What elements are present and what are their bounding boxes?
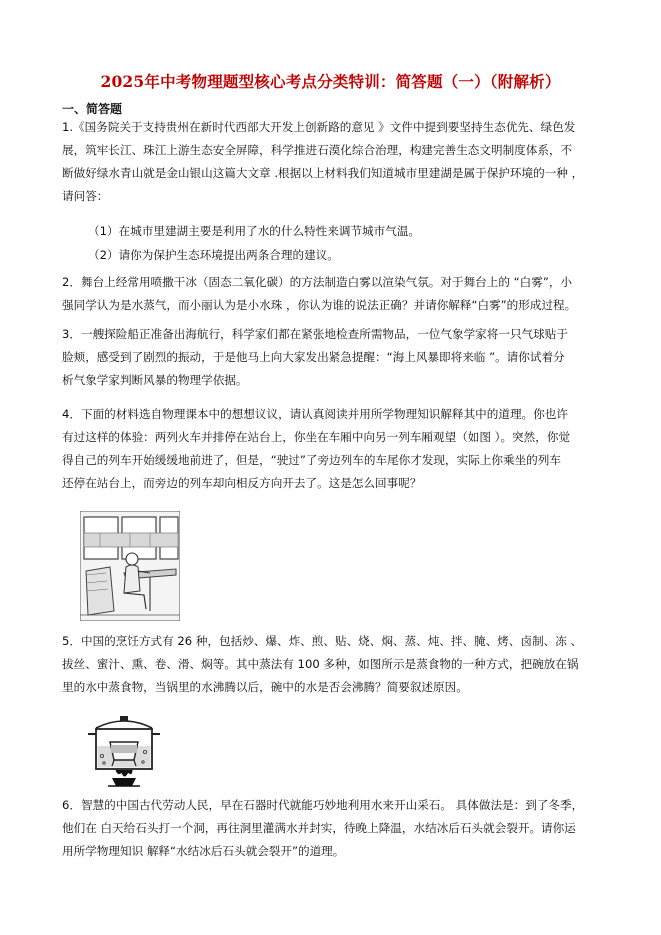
question-1-line: 断做好绿水青山就是金山银山这篇大文章 .根据以上材料我们知道城市里建湖是属于保护环境的一种 ， <box>62 166 584 180</box>
question-5 <box>62 630 602 699</box>
question-6-line: 6．智慧的中国古代劳动人民，早在石器时代就能巧妙地利用水来开山采石。 具体做法是：到了冬季， <box>62 798 584 812</box>
question-3-line: 脸颊，感受到了剧烈的振动，于是他马上向大家发出紧急提醒：“海上风暴即将来临 ”。请你试着分 <box>62 350 565 364</box>
question-1-line: 请问答： <box>62 189 109 203</box>
question-4-line: 得自己的列车开始缓缓地前进了，但是，“驶过”了旁边列车的车尾你才发现，实际上你乘坐的列车 <box>62 453 561 467</box>
question-5-line: 里的水中蒸食物，当锅里的水沸腾以后，碗中的水是否会沸腾？简要叙述原因。 <box>62 680 468 694</box>
question-1-sub-2: （2）请你为保护生态环境提出两条合理的建议。 <box>88 248 339 262</box>
steaming-pot-illustration <box>82 712 166 790</box>
question-3-line: 3．一艘探险船正准备出海航行，科学家们都在紧张地检查所需物品，一位气象学家将一只气球贴于 <box>62 327 568 341</box>
question-4-line: 还停在站台上，而旁边的列车却向相反方向开去了。这是怎么回事呢？ <box>62 476 422 490</box>
question-4-line: 有过这样的体验：两列火车并排停在站台上，你坐在车厢中向另一列车厢观望（如图 ）。突然，你觉 <box>62 430 571 444</box>
question-5-line: 5．中国的烹饪方式有 26 种，包括炒、爆、炸、煎、贴、烧、焖、蒸、炖、拌、腌、烤、卤制、冻 、 <box>62 634 583 648</box>
question-5-line: 拔丝、蜜汁、熏、卷、滑、焖等。其中蒸法有 100 多种，如图所示是蒸食物的一种方式，把碗放在锅 <box>62 657 579 671</box>
question-1-line: 展，筑牢长江、珠江上游生态安全屏障，科学推进石漠化综合治理，构建完善生态文明制度体系，不 <box>62 143 573 157</box>
question-1 <box>62 116 602 208</box>
question-4 <box>62 403 602 495</box>
section-heading: 一、简答题 <box>62 102 123 116</box>
question-2 <box>62 271 602 317</box>
question-3-line: 析气象学家判断风暴的物理学依据。 <box>62 373 248 387</box>
question-3 <box>62 323 602 392</box>
train-passenger-illustration <box>80 511 180 621</box>
question-6-line: 他们在 白天给石头打一个洞，再往洞里灌满水并封实，待晚上降温，水结冰后石头就会裂开。请你运 <box>62 821 576 835</box>
document-title: 2025年中考物理题型核心考点分类特训：简答题（一）（附解析） <box>100 72 561 91</box>
question-6 <box>62 794 602 863</box>
question-2-line: 强同学认为是水蒸气，而小丽认为是小水珠 ，你认为谁的说法正确？并请你解释“白雾”的形成过程。 <box>62 298 577 312</box>
question-2-line: 2．舞台上经常用喷撒干冰（固态二氧化碳）的方法制造白雾以渲染气氛。对于舞台上的 “白雾”，小 <box>62 275 573 289</box>
question-1-sub-1: （1）在城市里建湖主要是利用了水的什么特性来调节城市气温。 <box>88 224 421 238</box>
question-6-line: 用所学物理知识 解释“水结冰后石头就会裂开”的道理。 <box>62 844 345 858</box>
question-1-line: 1.《国务院关于支持贵州在新时代西部大开发上创新路的意见 》文件中提到要坚持生态优先、绿色发 <box>62 120 576 134</box>
question-4-line: 4．下面的材料选自物理课本中的想想议议，请认真阅读并用所学物理知识解释其中的道理。你也许 <box>62 407 568 421</box>
